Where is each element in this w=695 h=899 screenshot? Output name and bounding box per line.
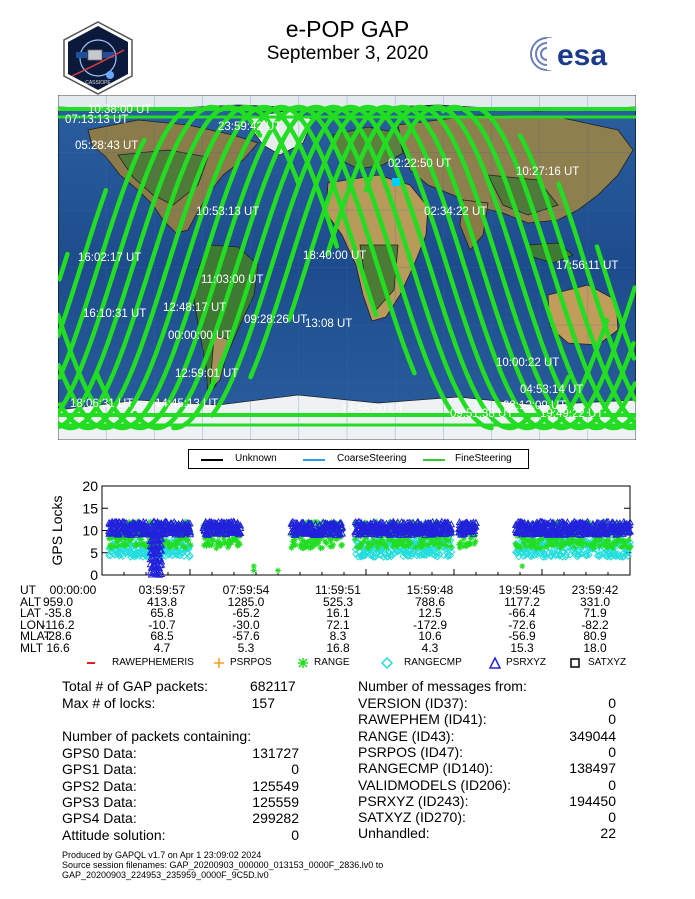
map-time-label: 18:40:00 UT <box>303 250 367 262</box>
orbit-cell: 72.1 <box>326 617 350 632</box>
legend-satxyz: SATXYZ <box>588 657 627 668</box>
message-legend <box>58 656 636 670</box>
packet-count-label: GPS1 Data: <box>62 761 137 778</box>
rawephemeris-marker <box>84 656 98 670</box>
map-time-label: 17:56:11 UT <box>556 260 619 272</box>
orbit-cell: -56.9 <box>508 629 536 643</box>
message-count-label: VALIDMODELS (ID206): <box>358 776 512 793</box>
map-time-label: 16:10:31 UT <box>83 308 147 320</box>
satxyz-marker <box>568 656 582 670</box>
orbit-cell: 959.0 <box>42 594 74 609</box>
gps-locks-chart <box>40 478 640 588</box>
mode-legend <box>188 449 529 469</box>
y-tick-label: 0 <box>90 567 98 583</box>
map-time-label: 13:08 UT <box>305 318 353 330</box>
orbit-cell: 5.3 <box>237 640 255 655</box>
packet-count-label: Attitude solution: <box>62 826 166 843</box>
orbit-parameter-table <box>20 584 660 654</box>
orbit-row-label: LAT <box>20 606 42 620</box>
legend-unknown: Unknown <box>235 453 277 464</box>
esa-logo-text: esa <box>557 39 608 72</box>
orbit-cell: 15.3 <box>510 640 534 655</box>
orbit-cell: 4.7 <box>153 640 171 655</box>
map-time-label: 02:34:22 UT <box>424 206 488 218</box>
orbit-cell: -10.7 <box>148 617 176 632</box>
map-time-label: 14:45:13 UT <box>155 398 219 410</box>
message-count-value: 138497 <box>569 760 616 777</box>
y-tick-label: 5 <box>90 544 98 561</box>
legend-coarse-steering: CoarseSteering <box>337 453 407 464</box>
packet-stats <box>62 678 302 848</box>
message-count-label: SATXYZ (ID270): <box>358 809 466 826</box>
page-subtitle: September 3, 2020 <box>266 43 429 64</box>
map-time-label: 10:00:22 UT <box>496 357 560 369</box>
footer-source-files-end: GAP_20200903_224953_235959_0000F_9C5D.lv0 <box>62 870 269 880</box>
packet-count-value: 0 <box>291 761 299 778</box>
footer-source-files: Source session filenames: GAP_20200903_000000_013153_0000F_2836.lv0 to <box>62 860 384 870</box>
orbit-cell: 1177.2 <box>504 594 540 609</box>
message-stats <box>358 678 618 848</box>
orbit-cell: 00:00:00 <box>49 583 97 597</box>
message-count-label: RAWEPHEM (ID41): <box>358 711 487 728</box>
orbit-cell: 80.9 <box>583 629 607 643</box>
map-time-label: 09:51:38 UT <box>450 408 514 420</box>
y-tick-label: 10 <box>82 522 98 539</box>
station-marker <box>392 178 400 186</box>
message-count-value: 0 <box>608 711 616 728</box>
orbit-cell: 12.5 <box>418 606 442 620</box>
rangecmp-marker <box>380 656 394 670</box>
map-time-label: 10:27:16 UT <box>516 166 580 178</box>
message-count-value: 0 <box>608 743 616 760</box>
map-time-label: 04:53:14 UT <box>520 384 584 396</box>
map-time-label: 11:03:00 UT <box>201 274 264 286</box>
max-locks-value: 157 <box>251 695 275 711</box>
message-count-value: 194450 <box>569 792 616 809</box>
map-time-label: 12:59:01 UT <box>175 368 239 380</box>
orbit-cell: 1285.0 <box>227 594 265 609</box>
orbit-cell: -172.9 <box>412 617 448 632</box>
orbit-cell: 4.3 <box>421 640 439 655</box>
orbit-cell: 331.0 <box>579 594 611 609</box>
map-time-label: 00:00:00 UT <box>168 330 232 342</box>
packet-count-value: 131727 <box>252 745 299 761</box>
coarse-steering-legend-line <box>303 459 325 461</box>
message-count-label: VERSION (ID37): <box>358 695 468 711</box>
max-locks-label: Max # of locks: <box>62 695 156 711</box>
orbit-row-label: MLAT <box>20 629 52 643</box>
legend-psrpos: PSRPOS <box>230 657 272 668</box>
y-axis-label: GPS Locks <box>49 495 65 566</box>
packet-count-value: 125559 <box>252 793 299 810</box>
legend-range: RANGE <box>314 657 350 668</box>
orbit-cell: -116.2 <box>41 617 75 632</box>
packet-count-label: GPS3 Data: <box>62 793 137 810</box>
packet-count-value: 299282 <box>252 810 299 827</box>
packets-containing-header: Number of packets containing: <box>62 728 252 744</box>
legend-psrxyz: PSRXYZ <box>506 657 547 668</box>
ground-track-map <box>58 95 636 440</box>
orbit-cell: 413.8 <box>146 594 178 609</box>
message-count-value: 22 <box>600 825 616 842</box>
mission-logo <box>60 20 136 96</box>
message-count-label: RANGE (ID43): <box>358 727 455 744</box>
orbit-cell: 23:59:42 <box>571 583 619 597</box>
psrpos-marker <box>212 656 226 670</box>
map-time-label: 02:22:50 UT <box>388 158 452 170</box>
orbit-cell: 16.8 <box>326 640 350 655</box>
message-count-value: 0 <box>608 776 616 793</box>
orbit-cell: -66.4 <box>508 606 536 620</box>
orbit-row <box>20 642 660 654</box>
packet-count-label: GPS0 Data: <box>62 745 137 761</box>
orbit-cell: 18.0 <box>583 640 607 655</box>
message-count-label: PSRPOS (ID47): <box>358 743 464 760</box>
orbit-cell: 07:59:54 <box>222 583 270 597</box>
orbit-cell: 19:59:45 <box>498 583 546 597</box>
legend-fine-steering: FineSteering <box>455 453 512 464</box>
orbit-cell: -72.6 <box>508 617 536 632</box>
map-time-label: 12:48:17 UT <box>163 302 227 314</box>
map-time-label: 07:13:13 UT <box>65 114 129 126</box>
y-tick-label: 15 <box>82 500 98 517</box>
orbit-row-label: LON <box>20 617 45 632</box>
message-count-value: 0 <box>608 695 616 711</box>
orbit-cell: -30.0 <box>232 617 260 632</box>
message-count-value: 0 <box>608 809 616 826</box>
orbit-cell: 65.8 <box>150 606 174 620</box>
message-count-label: PSRXYZ (ID243): <box>358 792 469 809</box>
map-time-label: 18:06:31 UT <box>70 398 134 410</box>
message-count-label: Unhandled: <box>358 825 430 842</box>
orbit-cell: 71.9 <box>583 606 607 620</box>
orbit-cell: -57.6 <box>232 629 260 643</box>
orbit-cell: -35.8 <box>44 606 72 620</box>
fine-steering-legend-line <box>423 459 445 461</box>
map-time-label: 16:02:17 UT <box>78 252 142 264</box>
map-time-label: 14:55:00 UT <box>341 404 405 416</box>
total-packets-value: 682117 <box>250 678 296 694</box>
orbit-cell: 15:59:48 <box>406 583 454 597</box>
orbit-cell: 525.3 <box>322 594 354 609</box>
orbit-row-label: UT <box>20 583 36 597</box>
orbit-cell: 16.1 <box>326 606 350 620</box>
total-packets-label: Total # of GAP packets: <box>62 678 209 694</box>
page-title: e-POP GAP <box>285 16 410 42</box>
orbit-cell: 788.6 <box>414 594 446 609</box>
orbit-cell: -28.6 <box>44 629 72 643</box>
packet-count-value: 0 <box>291 826 299 843</box>
map-time-label: 23:59:42 UT <box>218 121 282 133</box>
orbit-cell: 11:59:51 <box>315 583 361 597</box>
messages-header: Number of messages from: <box>358 678 527 694</box>
legend-rawephemeris: RAWEPHEMERIS <box>112 657 194 668</box>
y-tick-label: 20 <box>82 478 98 494</box>
orbit-cell: 03:59:57 <box>138 583 186 597</box>
map-time-label: 10:53:13 UT <box>196 206 260 218</box>
orbit-row-label: ALT <box>20 594 42 609</box>
map-time-label: 19:49:22 UT <box>540 408 604 420</box>
orbit-row-label: MLT <box>20 640 44 655</box>
range-marker <box>296 656 310 670</box>
orbit-cell: 68.5 <box>150 629 174 643</box>
psrxyz-marker <box>488 656 502 670</box>
orbit-cell: -65.2 <box>232 606 260 620</box>
legend-rangecmp: RANGECMP <box>404 657 462 668</box>
map-time-label: 08:12:09 UT <box>503 400 567 412</box>
orbit-cell: -82.2 <box>581 617 609 632</box>
orbit-cell: 16.6 <box>46 640 70 655</box>
orbit-cell: 8.3 <box>329 629 347 643</box>
unknown-legend-line <box>201 459 223 461</box>
map-time-label: 09:28:26 UT <box>244 314 308 326</box>
packet-count-label: GPS2 Data: <box>62 777 137 794</box>
message-count-label: RANGECMP (ID140): <box>358 760 494 777</box>
footer-produced-by: Produced by GAPQL v1.7 on Apr 1 23:09:02 2024 <box>62 850 262 860</box>
map-time-label: 10:38:00 UT <box>88 104 152 116</box>
footer <box>62 850 662 880</box>
esa-logo <box>527 34 633 74</box>
orbit-cell: 10.6 <box>418 629 442 643</box>
packet-count-value: 125549 <box>252 777 299 794</box>
packet-count-label: GPS4 Data: <box>62 810 137 827</box>
message-count-value: 349044 <box>569 727 616 744</box>
map-time-label: 05:28:43 UT <box>75 140 139 152</box>
mission-logo-text: CASSIOPE <box>85 80 111 86</box>
